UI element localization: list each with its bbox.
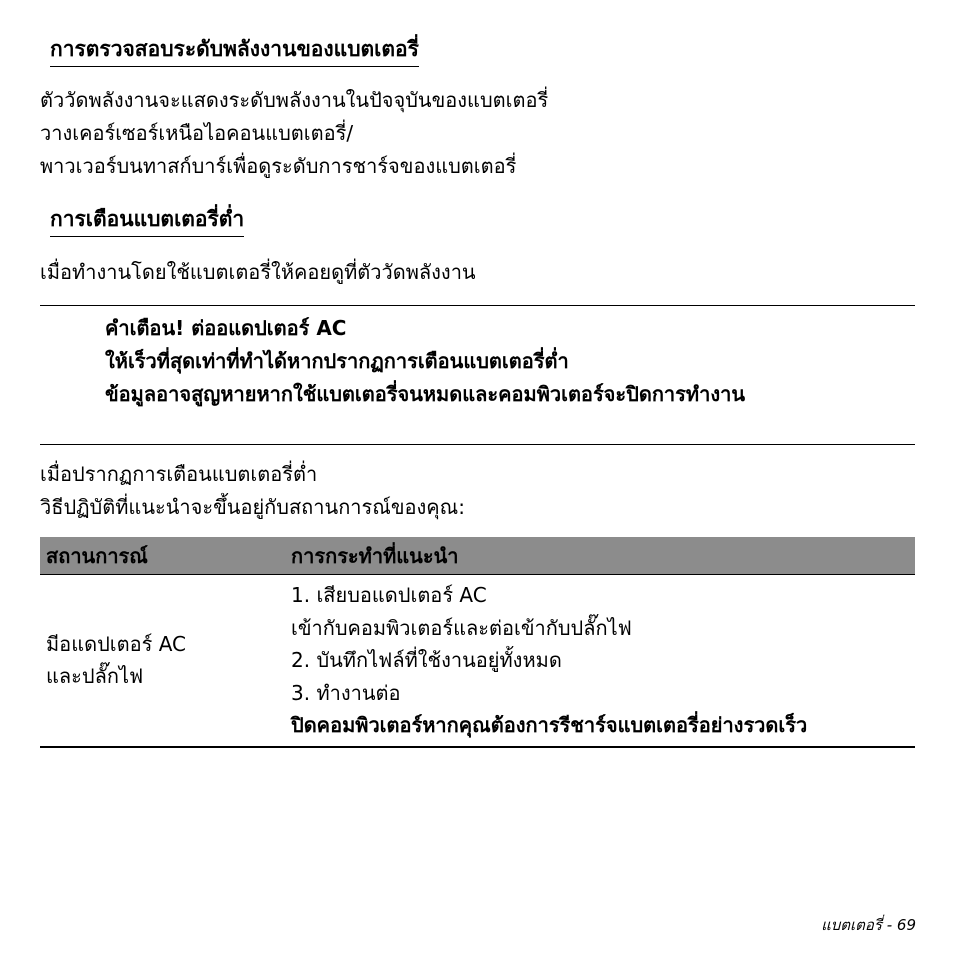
table-header-row: [40, 537, 915, 575]
warning-line: ให้เร็วที่สุดเท่าที่ทำได้หากปรากฏการเตือนแบตเตอรี่ต่ำ: [105, 349, 569, 373]
action-step: 1. เสียบอแดปเตอร์ AC: [291, 583, 487, 607]
action-step: เข้ากับคอมพิวเตอร์และต่อเข้ากับปลั๊กไฟ: [291, 615, 632, 640]
paragraph-line: ตัววัดพลังงานจะแสดงระดับพลังงานในปัจจุบันของแบตเตอรี่: [40, 88, 549, 112]
table-header-situation: สถานการณ์: [40, 537, 285, 575]
warning-box: [105, 312, 915, 411]
table-row: [40, 575, 915, 747]
recommended-actions-table: [40, 537, 915, 748]
warning-bottom-rule: [40, 444, 915, 445]
paragraph-line: วิธีปฏิบัติที่แนะนำจะขึ้นอยู่กับสถานการณ์ของคุณ:: [40, 495, 465, 519]
warning-line: ข้อมูลอาจสูญหายหากใช้แบตเตอรี่จนหมดและคอมพิวเตอร์จะปิดการทำงาน: [105, 382, 745, 406]
action-cell: [285, 575, 915, 747]
action-step: 3. ทำงานต่อ: [291, 680, 401, 705]
action-intro-paragraph: [40, 458, 920, 524]
paragraph-line: เมื่อทำงานโดยใช้แบตเตอรี่ให้คอยดูที่ตัววัดพลังงาน: [40, 260, 476, 284]
section-heading-low-battery: การเตือนแบตเตอรี่ต่ำ: [50, 204, 244, 237]
paragraph-line: พาวเวอร์บนทาสก์บาร์เพื่อดูระดับการชาร์จของแบตเตอรี่: [40, 154, 517, 178]
low-battery-intro: [40, 256, 920, 289]
situation-line: มีอแดปเตอร์ AC: [46, 631, 186, 656]
battery-check-paragraph: [40, 84, 920, 183]
table-header-action: การกระทำที่แนะนำ: [285, 537, 915, 575]
action-note: ปิดคอมพิวเตอร์หากคุณต้องการรีชาร์จแบตเตอรี่อย่างรวดเร็ว: [291, 713, 808, 737]
paragraph-line: วางเคอร์เซอร์เหนือไอคอนแบตเตอรี่/: [40, 121, 354, 145]
section-heading-battery-check: การตรวจสอบระดับพลังงานของแบตเตอรี่: [50, 34, 419, 67]
situation-cell: [40, 575, 285, 747]
action-step: 2. บันทึกไฟล์ที่ใช้งานอยู่ทั้งหมด: [291, 648, 562, 672]
warning-top-rule: [40, 305, 915, 306]
warning-title: คำเตือน! ต่ออแดปเตอร์ AC: [105, 316, 347, 340]
page-footer: แบตเตอรี่ - 69: [821, 916, 916, 934]
situation-line: และปลั๊กไฟ: [46, 664, 144, 689]
paragraph-line: เมื่อปรากฏการเตือนแบตเตอรี่ต่ำ: [40, 462, 318, 486]
